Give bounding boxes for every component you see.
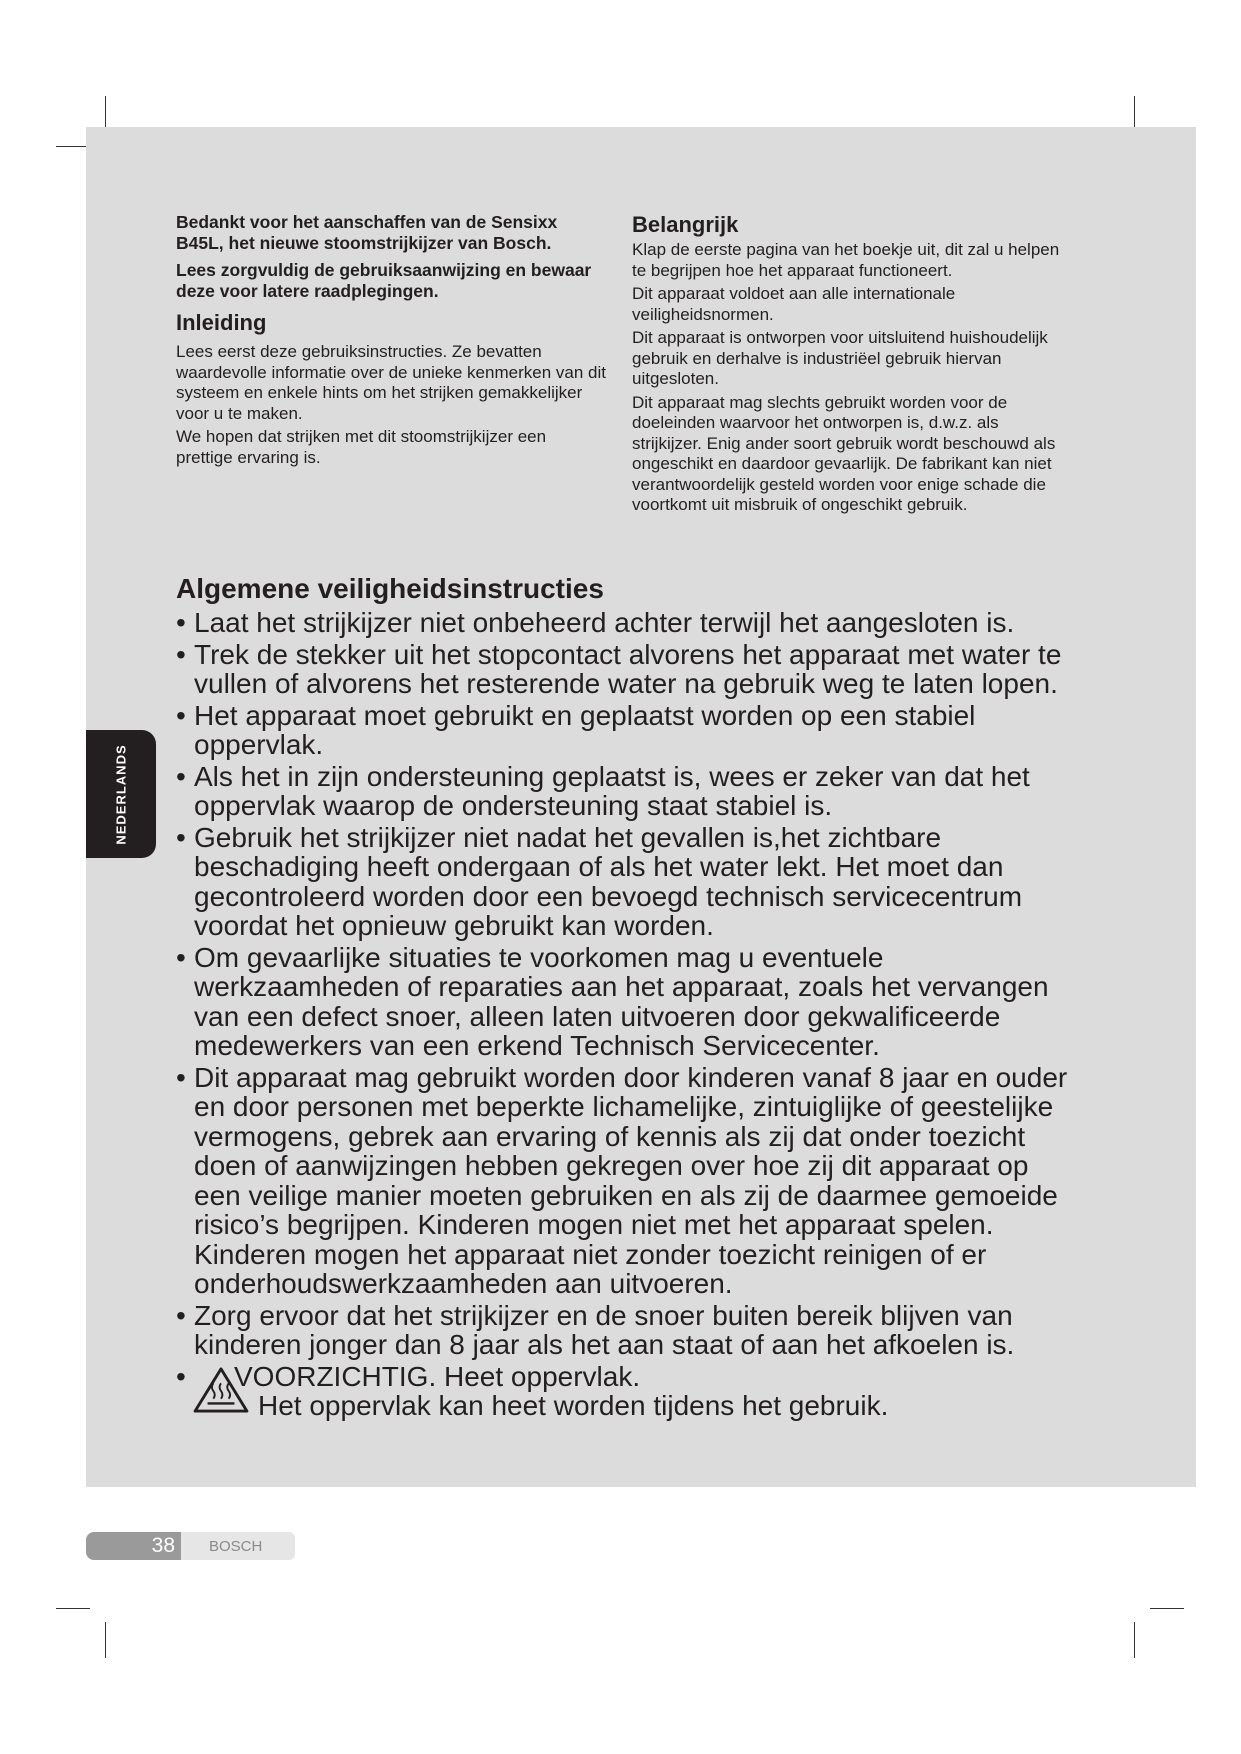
safety-list <box>176 608 1076 1424</box>
page-number: 38 <box>151 1534 175 1557</box>
bullet-icon: • <box>176 699 186 731</box>
bullet-icon: • <box>176 821 186 853</box>
safety-item-text: Als het in zijn ondersteuning geplaatst is, wees er zeker van dat het oppervlak waarop de ondersteuning staat stabiel is. <box>194 760 1030 821</box>
important-paragraph: Klap de eerste pagina van het boekje uit, dit zal u helpen te begrijpen hoe het apparaat functioneert. <box>632 240 1060 280</box>
safety-item <box>176 701 1076 760</box>
intro-read-manual: Lees zorgvuldig de gebruiksaanwijzing en bewaar deze voor latere raadplegingen. <box>176 260 592 301</box>
crop-mark <box>56 1608 90 1609</box>
important-paragraph: Dit apparaat mag slechts gebruikt worden voor de doeleinden waarvoor het ontworpen is, d.w.z. als strijkijzer. Enig ander soort gebruik wordt beschouwd als ongeschikt en daardoor gevaarlijk. De fabrikant kan niet verantwoordelijk gesteld worden voor enige schade die voortkomt uit misbruik of ongeschikt gebruik. <box>632 392 1056 514</box>
important-heading: Belangrijk <box>632 212 739 237</box>
intro-paragraph: We hopen dat strijken met dit stoomstrijkijzer een prettige ervaring is. <box>176 427 547 467</box>
bullet-icon: • <box>176 638 186 670</box>
safety-item-text: Gebruik het strijkijzer niet nadat het gevallen is,het zichtbare beschadiging heeft ondergaan of als het water lekt. Het moet dan gecontroleerd worden door een bevoegd technisch servicecentrum voordat het opnieuw gebruikt kan worden. <box>194 821 1023 941</box>
safety-item-text: Om gevaarlijke situaties te voorkomen mag u eventuele werkzaamheden of reparaties aan het apparaat, zoals het vervangen van een defect snoer, alleen laten uitvoeren door gekwalificeerde medewerkers van een erkend Technisch Servicecenter. <box>194 941 1049 1061</box>
safety-item <box>176 1063 1076 1299</box>
bullet-icon: • <box>176 1299 186 1331</box>
safety-item <box>176 823 1076 941</box>
crop-mark <box>1134 1622 1135 1658</box>
footer-brand: BOSCH <box>181 1532 295 1560</box>
safety-item-text: Trek de stekker uit het stopcontact alvorens het apparaat met water te vullen of alvorens het resterende water na gebruik weg te laten lopen. <box>194 638 1062 699</box>
safety-item-text: Het apparaat moet gebruikt en geplaatst worden op een stabiel oppervlak. <box>194 699 976 760</box>
warning-title: VOORZICHTIG. Heet oppervlak. <box>234 1360 641 1392</box>
bullet-icon: • <box>176 760 186 792</box>
important-paragraph: Dit apparaat voldoet aan alle internationale veiligheidsnormen. <box>632 284 956 324</box>
important-paragraph: Dit apparaat is ontworpen voor uitsluitend huishoudelijk gebruik en derhalve is industriëel gebruik hiervan uitgesloten. <box>632 328 1048 388</box>
crop-mark <box>56 146 90 147</box>
bullet-icon: • <box>176 941 186 973</box>
intro-column <box>176 212 606 471</box>
safety-heading: Algemene veiligheidsinstructies <box>176 573 604 604</box>
safety-item <box>176 1301 1076 1360</box>
safety-item-text: Laat het strijkijzer niet onbeheerd achter terwijl het aangesloten is. <box>194 607 1015 638</box>
hot-surface-warning-icon <box>192 1366 250 1414</box>
safety-item <box>176 943 1076 1061</box>
intro-paragraph: Lees eerst deze gebruiksinstructies. Ze bevatten waardevolle informatie over de unieke kenmerken van dit systeem en enkele hints om het strijken gemakkelijker voor u te maken. <box>176 342 606 423</box>
crop-mark <box>1150 1608 1184 1609</box>
bullet-icon: • <box>176 1061 186 1093</box>
safety-item <box>176 762 1076 821</box>
safety-item-text: Zorg ervoor dat het strijkijzer en de snoer buiten bereik blijven van kinderen jonger dan 8 jaar als het aan staat of aan het afkoelen is. <box>194 1299 1015 1360</box>
safety-warning-item <box>176 1362 1076 1424</box>
language-tab <box>86 730 156 858</box>
page-number-bar <box>86 1532 181 1560</box>
language-tab-label: NEDERLANDS <box>113 743 129 845</box>
safety-item <box>176 608 1076 638</box>
bullet-icon: • <box>176 1360 186 1392</box>
warning-body: Het oppervlak kan heet worden tijdens het gebruik. <box>258 1390 889 1421</box>
bullet-icon: • <box>176 607 186 638</box>
safety-item-text: Dit apparaat mag gebruikt worden door kinderen vanaf 8 jaar en ouder en door personen met beperkte lichamelijke, zintuiglijke of geestelijke vermogens, gebrek aan ervaring of kennis als zij dat onder toezicht doen of aanwijzingen hebben gekregen over hoe zij dit apparaat op een veilige manier moeten gebruiken en als zij de daarmee gemoeide risico’s begrijpen. Kinderen mogen niet met het apparaat spelen. Kinderen mogen het apparaat niet zonder toezicht reinigen of er onderhoudswerkzaamheden aan uitvoeren. <box>194 1061 1068 1299</box>
safety-item <box>176 640 1076 699</box>
intro-heading: Inleiding <box>176 310 267 335</box>
crop-mark <box>105 1622 106 1658</box>
intro-thanks: Bedankt voor het aanschaffen van de Sensixx B45L, het nieuwe stoomstrijkijzer van Bosch. <box>176 212 558 253</box>
important-column <box>632 212 1072 519</box>
safety-section <box>176 572 1076 1426</box>
